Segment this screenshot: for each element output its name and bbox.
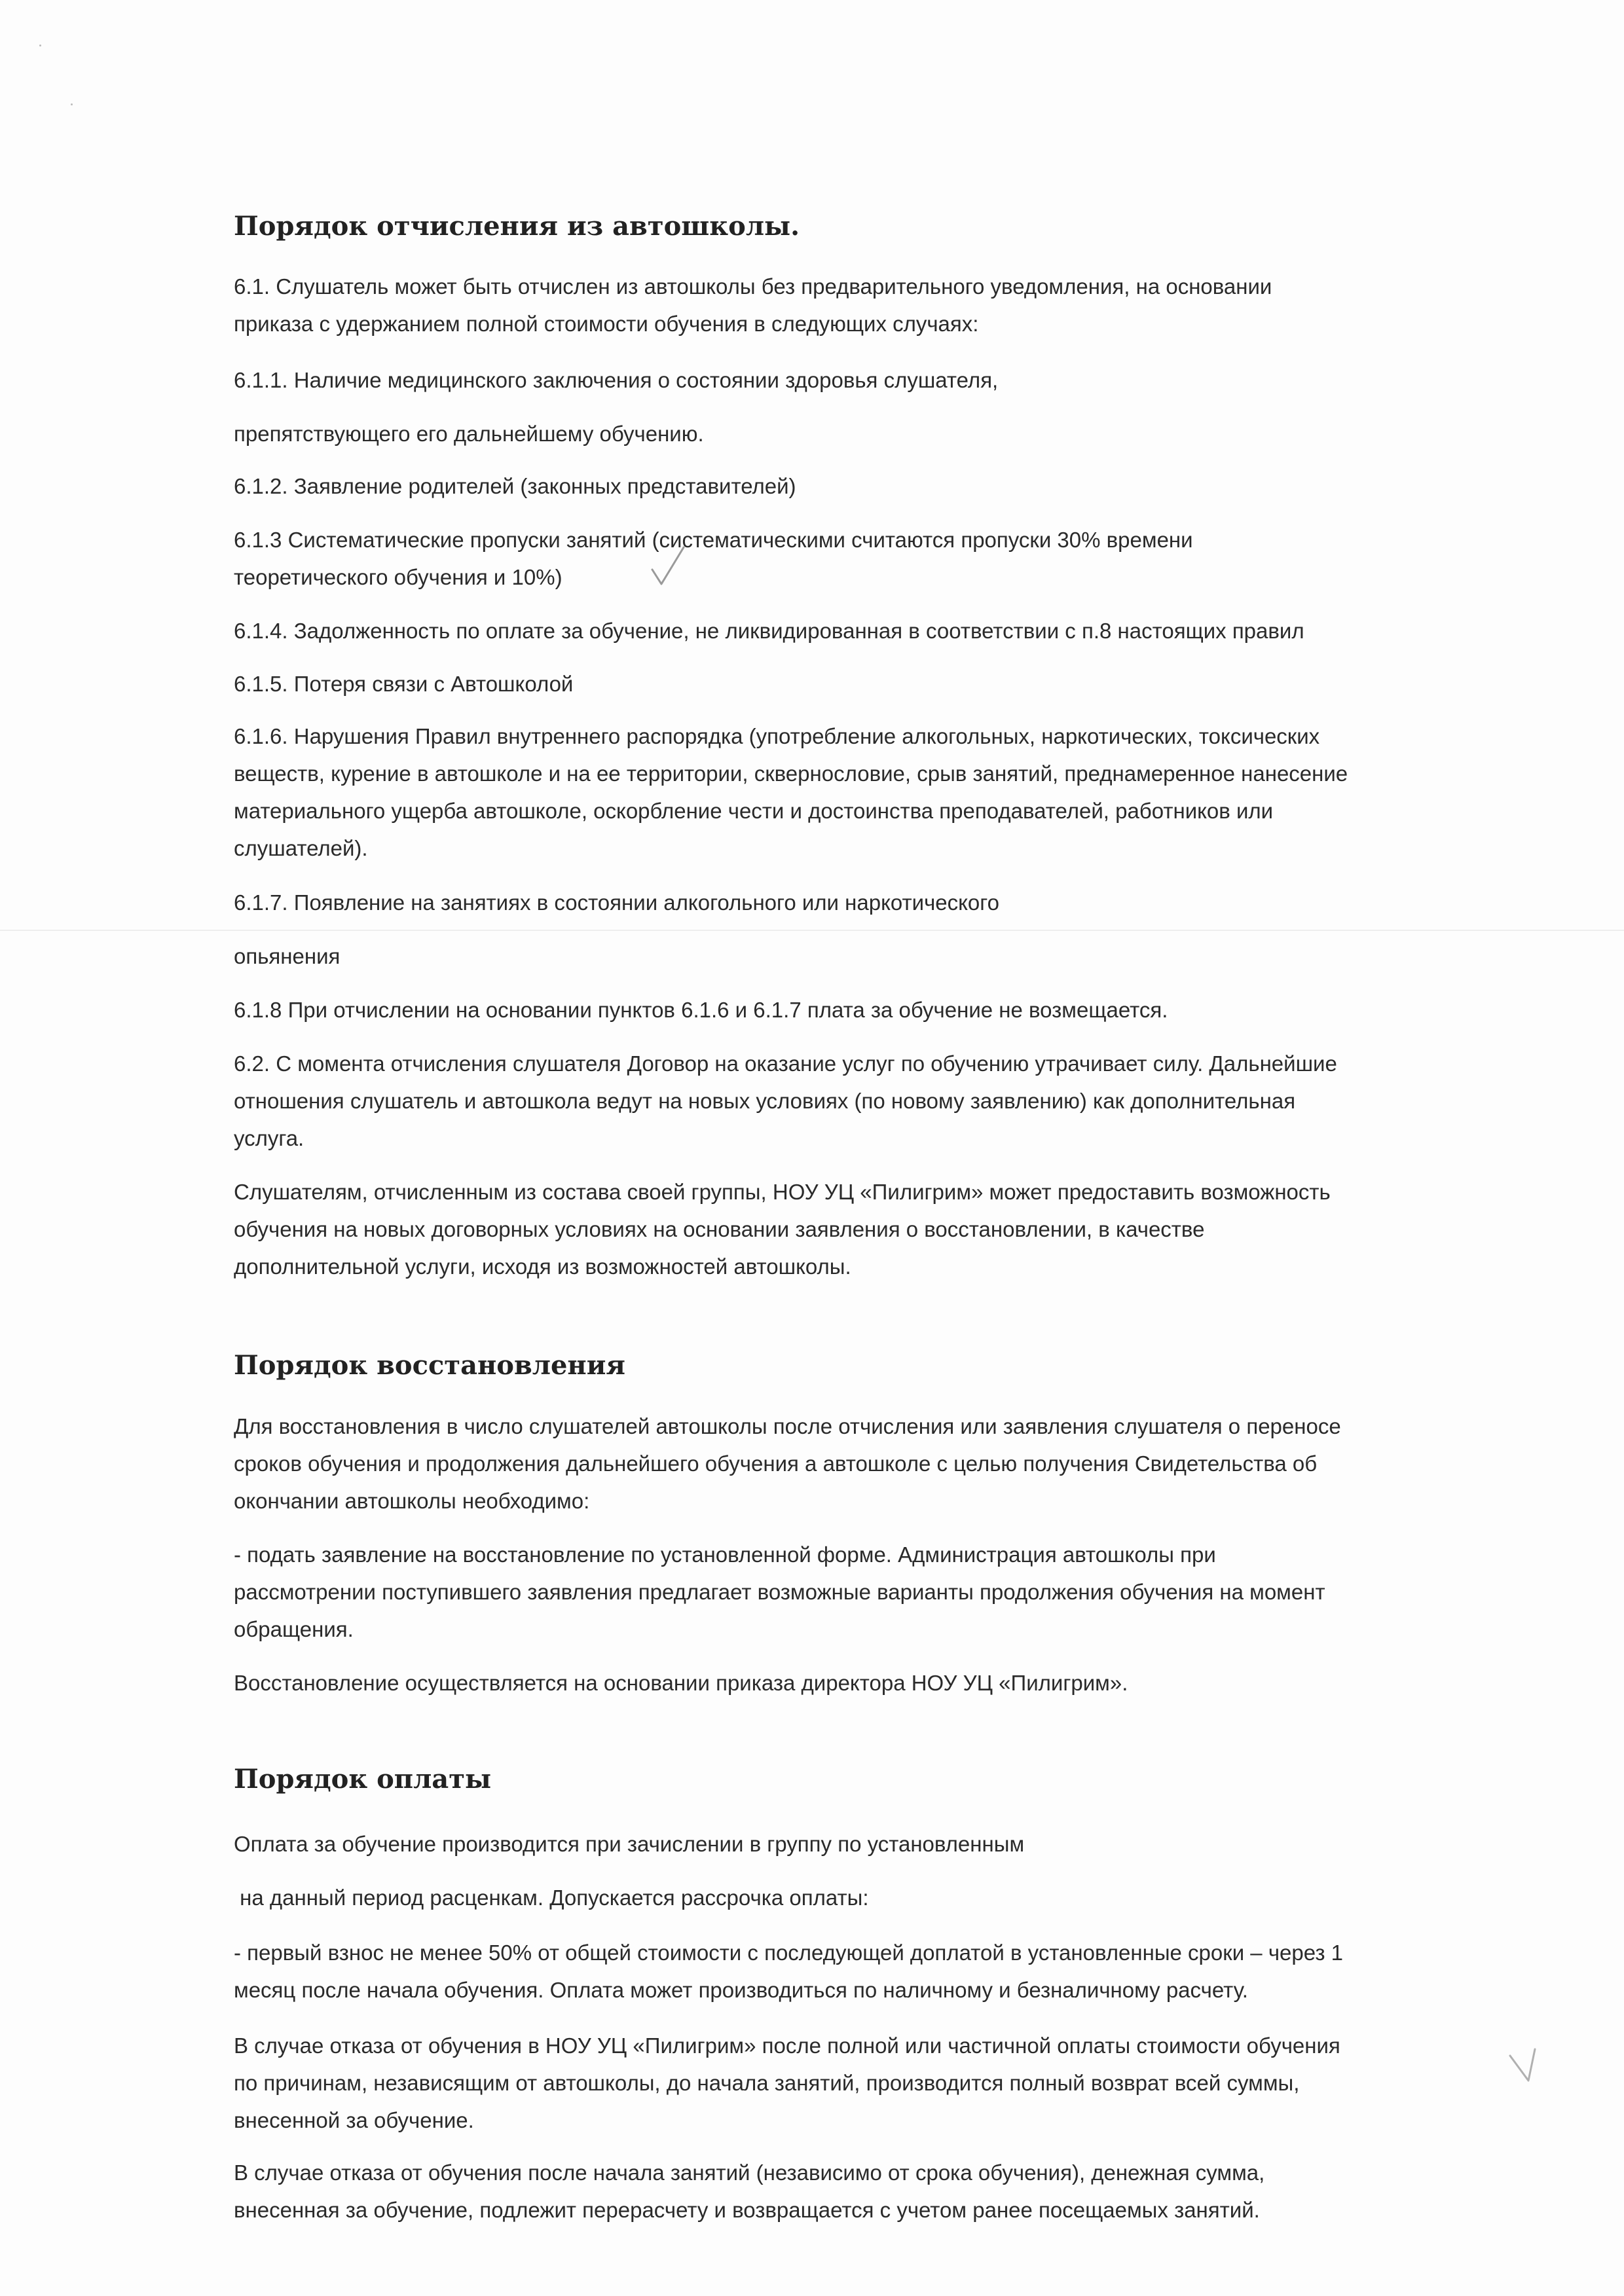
text-line: 6.1.1. Наличие медицинского заключения о состоянии здоровья слушателя, bbox=[234, 368, 999, 392]
text-line: рассмотрении поступившего заявления предлагает возможные варианты продолжения обучения на момент bbox=[234, 1580, 1325, 1604]
paragraph-payment-installment bbox=[234, 1934, 1517, 2009]
paragraph-6-1-1-cont bbox=[234, 415, 1517, 452]
text-line: Слушателям, отчисленным из состава своей группы, НОУ УЦ «Пилигрим» может предоставить возможность bbox=[234, 1180, 1331, 1204]
text-line: 6.1.8 При отчислении на основании пунктов 6.1.6 и 6.1.7 плата за обучение не возмещается. bbox=[234, 998, 1168, 1022]
text-line: внесенной за обучение. bbox=[234, 2108, 474, 2132]
text-line: 6.1.4. Задолженность по оплате за обучение, не ликвидированная в соответствии с п.8 настоящих правил bbox=[234, 619, 1304, 643]
section-heading-payment: Порядок оплаты bbox=[234, 1764, 492, 1795]
text-line: В случае отказа от обучения в НОУ УЦ «Пилигрим» после полной или частичной оплаты стоимости обучения bbox=[234, 2033, 1340, 2058]
text-line: месяц после начала обучения. Оплата может производиться по наличному и безналичному расчету. bbox=[234, 1978, 1248, 2002]
text-line: В случае отказа от обучения после начала занятий (независимо от срока обучения), денежная сумма, bbox=[234, 2160, 1265, 2185]
text-line: 6.1.5. Потеря связи с Автошколой bbox=[234, 672, 574, 696]
paragraph-6-1-4 bbox=[234, 612, 1517, 649]
text-line: внесенная за обучение, подлежит перерасчету и возвращается с учетом ранее посещаемых занятий. bbox=[234, 2198, 1260, 2222]
text-line: Восстановление осуществляется на основании приказа директора НОУ УЦ «Пилигрим». bbox=[234, 1671, 1128, 1695]
scan-speck bbox=[71, 103, 73, 105]
text-line: услуга. bbox=[234, 1126, 304, 1150]
text-line: препятствующего его дальнейшему обучению. bbox=[234, 422, 704, 446]
paragraph-pilgrim-offer bbox=[234, 1173, 1517, 1285]
section-heading-restoration: Порядок восстановления bbox=[234, 1350, 625, 1381]
text-line: Оплата за обучение производится при зачислении в группу по установленным bbox=[234, 1832, 1025, 1856]
paragraph-payment-2 bbox=[234, 1879, 1517, 1916]
scan-fold-line bbox=[0, 930, 1624, 931]
checkmark-icon bbox=[1506, 2043, 1545, 2102]
text-line: окончании автошколы необходимо: bbox=[234, 1489, 590, 1513]
scan-speck bbox=[39, 45, 41, 46]
paragraph-6-1-7 bbox=[234, 884, 1517, 921]
text-line: 6.1. Слушатель может быть отчислен из автошколы без предварительного уведомления, на основании bbox=[234, 274, 1272, 299]
text-line: обращения. bbox=[234, 1617, 354, 1641]
paragraph-6-1-6 bbox=[234, 718, 1517, 867]
paragraph-6-1-2 bbox=[234, 467, 1517, 505]
paragraph-payment-1 bbox=[234, 1825, 1517, 1863]
text-line: 6.1.6. Нарушения Правил внутреннего распорядка (употребление алкогольных, наркотических, токсических bbox=[234, 724, 1320, 748]
paragraph-payment-refund-before bbox=[234, 2027, 1517, 2139]
paragraph-6-1-1 bbox=[234, 361, 1517, 399]
paragraph-6-1-5 bbox=[234, 665, 1517, 702]
text-line: - подать заявление на восстановление по установленной форме. Администрация автошколы при bbox=[234, 1542, 1216, 1567]
paragraph-6-1-3 bbox=[234, 521, 1517, 596]
text-line: Для восстановления в число слушателей автошколы после отчисления или заявления слушателя о переносе bbox=[234, 1414, 1341, 1438]
paragraph-6-2 bbox=[234, 1045, 1517, 1157]
text-line: по причинам, независящим от автошколы, до начала занятий, производится полный возврат всей суммы, bbox=[234, 2071, 1300, 2095]
text-line: 6.2. С момента отчисления слушателя Договор на оказание услуг по обучению утрачивает силу. Дальнейшие bbox=[234, 1051, 1337, 1076]
text-line: сроков обучения и продолжения дальнейшего обучения а автошколе с целью получения Свидетельства об bbox=[234, 1451, 1318, 1476]
checkmark-icon bbox=[648, 543, 688, 589]
section-heading-expulsion: Порядок отчисления из автошколы. bbox=[234, 211, 800, 242]
paragraph-6-1-8 bbox=[234, 991, 1517, 1029]
paragraph-payment-refund-after bbox=[234, 2154, 1517, 2229]
text-line: теоретического обучения и 10%) bbox=[234, 565, 563, 589]
text-line: материального ущерба автошколе, оскорбление чести и достоинства преподавателей, работников или bbox=[234, 799, 1274, 823]
text-line: 6.1.7. Появление на занятиях в состоянии алкогольного или наркотического bbox=[234, 890, 999, 915]
text-line: веществ, курение в автошколе и на ее территории, сквернословие, срыв занятий, преднамеренное нанесение bbox=[234, 761, 1348, 786]
text-line: дополнительной услуги, исходя из возможностей автошколы. bbox=[234, 1254, 851, 1279]
text-line: слушателей). bbox=[234, 836, 368, 860]
text-line: на данный период расценкам. Допускается рассрочка оплаты: bbox=[234, 1886, 869, 1910]
text-line: 6.1.3 Систематические пропуски занятий (систематическими считаются пропуски 30% времени bbox=[234, 528, 1193, 552]
text-line: - первый взнос не менее 50% от общей стоимости с последующей доплатой в установленные сроки – через 1 bbox=[234, 1941, 1344, 1965]
paragraph-6-1 bbox=[234, 268, 1517, 342]
paragraph-6-1-7-cont bbox=[234, 938, 1517, 975]
paragraph-restoration-order bbox=[234, 1664, 1517, 1702]
text-line: 6.1.2. Заявление родителей (законных представителей) bbox=[234, 474, 796, 498]
text-line: приказа с удержанием полной стоимости обучения в следующих случаях: bbox=[234, 312, 979, 336]
paragraph-restoration-intro bbox=[234, 1408, 1517, 1520]
text-line: опьянения bbox=[234, 944, 341, 968]
text-line: отношения слушатель и автошкола ведут на новых условиях (по новому заявлению) как дополнительная bbox=[234, 1089, 1296, 1113]
paragraph-restoration-apply bbox=[234, 1536, 1517, 1648]
text-line: обучения на новых договорных условиях на основании заявления о восстановлении, в качестве bbox=[234, 1217, 1205, 1241]
